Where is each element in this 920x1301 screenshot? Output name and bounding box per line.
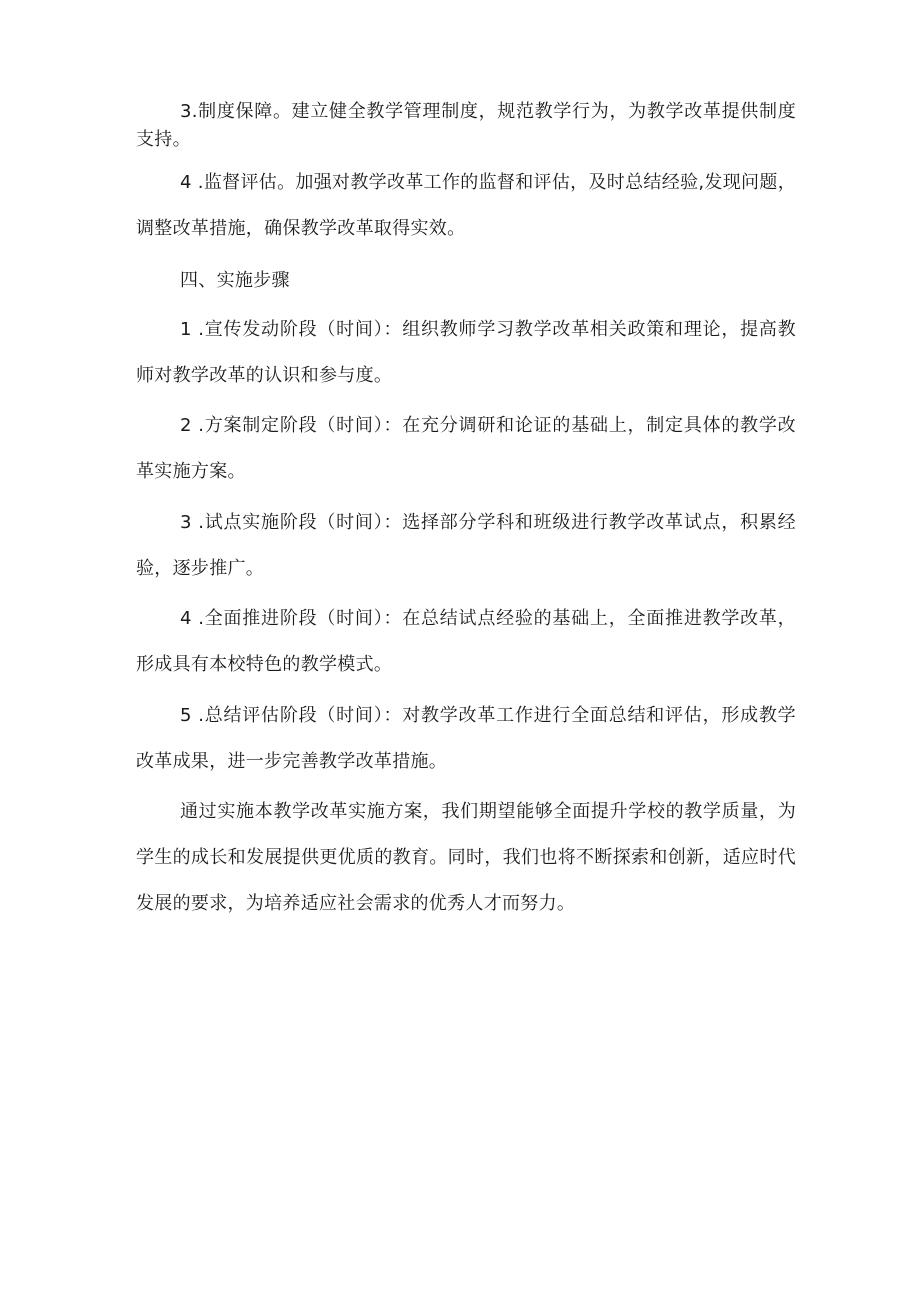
step-2-plan-formulation: 2 .方案制定阶段（时间）：在充分调研和论证的基础上，制定具体的教学改革实施方案。 — [136, 415, 796, 482]
section-heading-implementation-steps: 四、实施步骤 — [180, 270, 290, 291]
step-1-publicity: 1 .宣传发动阶段（时间）：组织教师学习教学改革相关政策和理论，提高教师对教学改革的认识和参与度。 — [136, 319, 796, 386]
step-5-summary-evaluation: 5 .总结评估阶段（时间）：对教学改革工作进行全面总结和评估，形成教学改革成果，进一步完善教学改革措施。 — [136, 705, 796, 772]
paragraph-supervision-evaluation: 4 .监督评估。加强对教学改革工作的监督和评估，及时总结经验,发现问题，调整改革措施，确保教学改革取得实效。 — [136, 172, 796, 239]
step-3-pilot: 3 .试点实施阶段（时间）：选择部分学科和班级进行教学改革试点，积累经验，逐步推广。 — [136, 512, 796, 579]
conclusion-paragraph: 通过实施本教学改革实施方案，我们期望能够全面提升学校的教学质量，为学生的成长和发展提供更优质的教育。同时，我们也将不断探索和创新，适应时代发展的要求，为培养适应社会需求的优秀人才而努力。 — [136, 801, 796, 914]
paragraph-institutional-guarantee: 3.制度保障。建立健全教学管理制度，规范教学行为，为教学改革提供制度支持。 — [136, 101, 796, 150]
step-4-full-promotion: 4 .全面推进阶段（时间）：在总结试点经验的基础上，全面推进教学改革，形成具有本校特色的教学模式。 — [136, 608, 796, 675]
